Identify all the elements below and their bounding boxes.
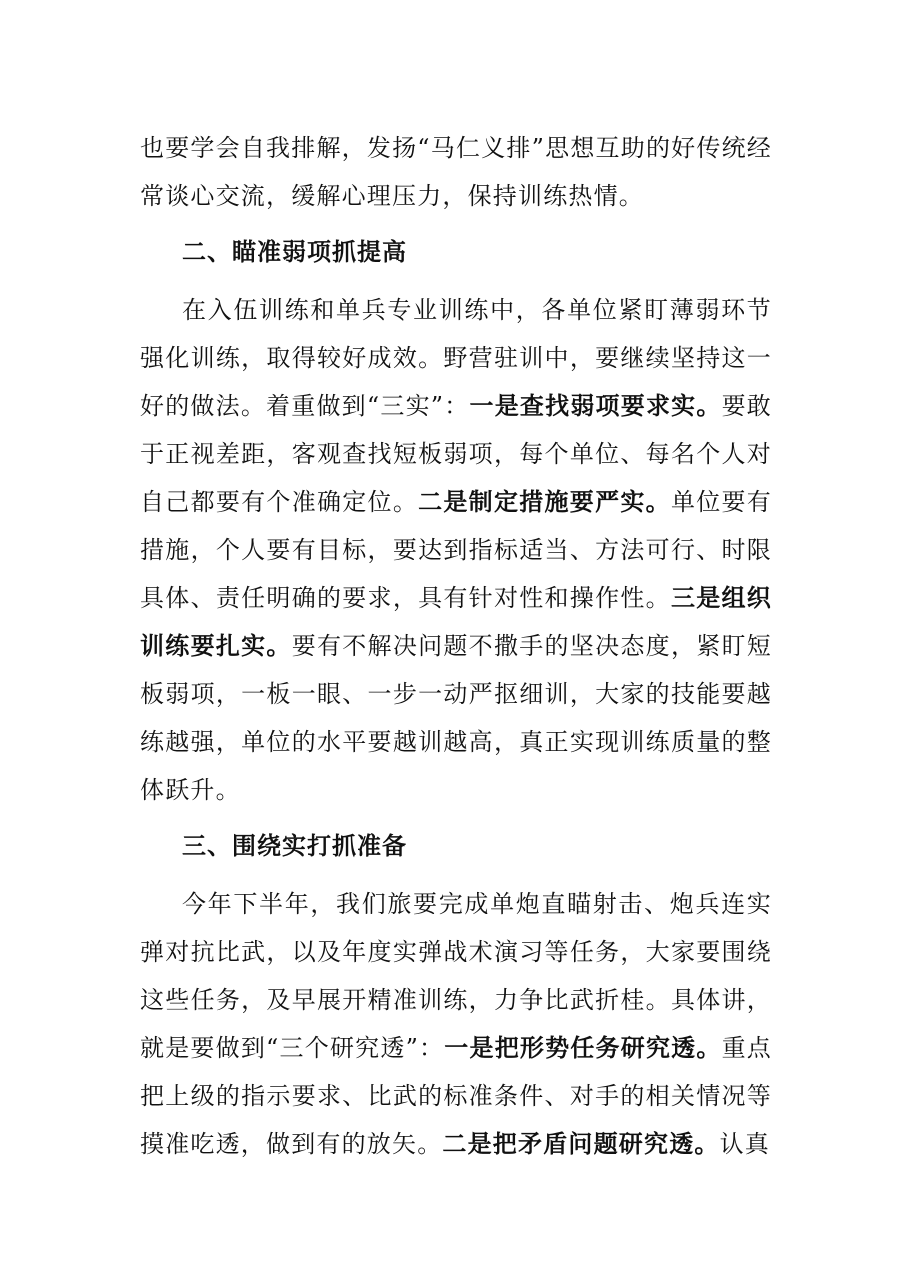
section-2-text-2: 要敢于正视差距，客观查找短板弱项，每个单位、每名个人对自己都要有个准确定位。: [140, 392, 773, 516]
section-3-point-2: 二是把矛盾问题研究透。: [442, 1130, 720, 1158]
intro-paragraph: [140, 124, 772, 220]
section-2-text-1: 在入伍训练和单兵专业训练中，各单位紧盯薄弱环节强化训练，取得较好成效。野营驻训中，要继续坚持这一好的做法。着重做到“三实”：: [140, 296, 772, 420]
section-2-text-4: 要有不解决问题不撒手的坚决态度，紧盯短板弱项，一板一眼、一步一动严抠细训，大家的技能要越练越强，单位的水平要越训越高，真正实现训练质量的整体跃升。: [140, 632, 772, 804]
section-3-text-1: 今年下半年，我们旅要完成单炮直瞄射击、炮兵连实弹对抗比武，以及年度实弹战术演习等任务，大家要围绕这些任务，及早展开精准训练，力争比武折桂。具体讲，就是要做到“三个研究透”：: [140, 890, 772, 1062]
section-3-point-1: 一是把形势任务研究透。: [444, 1034, 722, 1062]
section-3-text-2: 重点把上级的指示要求、比武的标准条件、对手的相关情况等摸准吃透，做到有的放矢。: [140, 1034, 773, 1158]
section-2-point-3: 三是组织训练要扎实。: [140, 584, 772, 660]
section-3-heading: 三、围绕实打抓准备: [182, 832, 407, 860]
section-2-heading: 二、瞄准弱项抓提高: [182, 238, 407, 266]
section-2-point-2: 二是制定措施要严实。: [418, 488, 671, 516]
section-3-paragraph: [140, 880, 772, 1168]
intro-text: 也要学会自我排解，发扬“马仁义排”思想互助的好传统经常谈心交流，缓解心理压力，保持训练热情。: [140, 134, 772, 210]
section-2-text-3: 单位要有措施，个人要有目标，要达到指标适当、方法可行、时限具体、责任明确的要求，具有针对性和操作性。: [140, 488, 772, 612]
section-3-text-3: 认真: [719, 1130, 771, 1158]
section-2-paragraph: [140, 286, 772, 814]
section-2-point-1: 一是查找弱项要求实。: [469, 392, 722, 420]
